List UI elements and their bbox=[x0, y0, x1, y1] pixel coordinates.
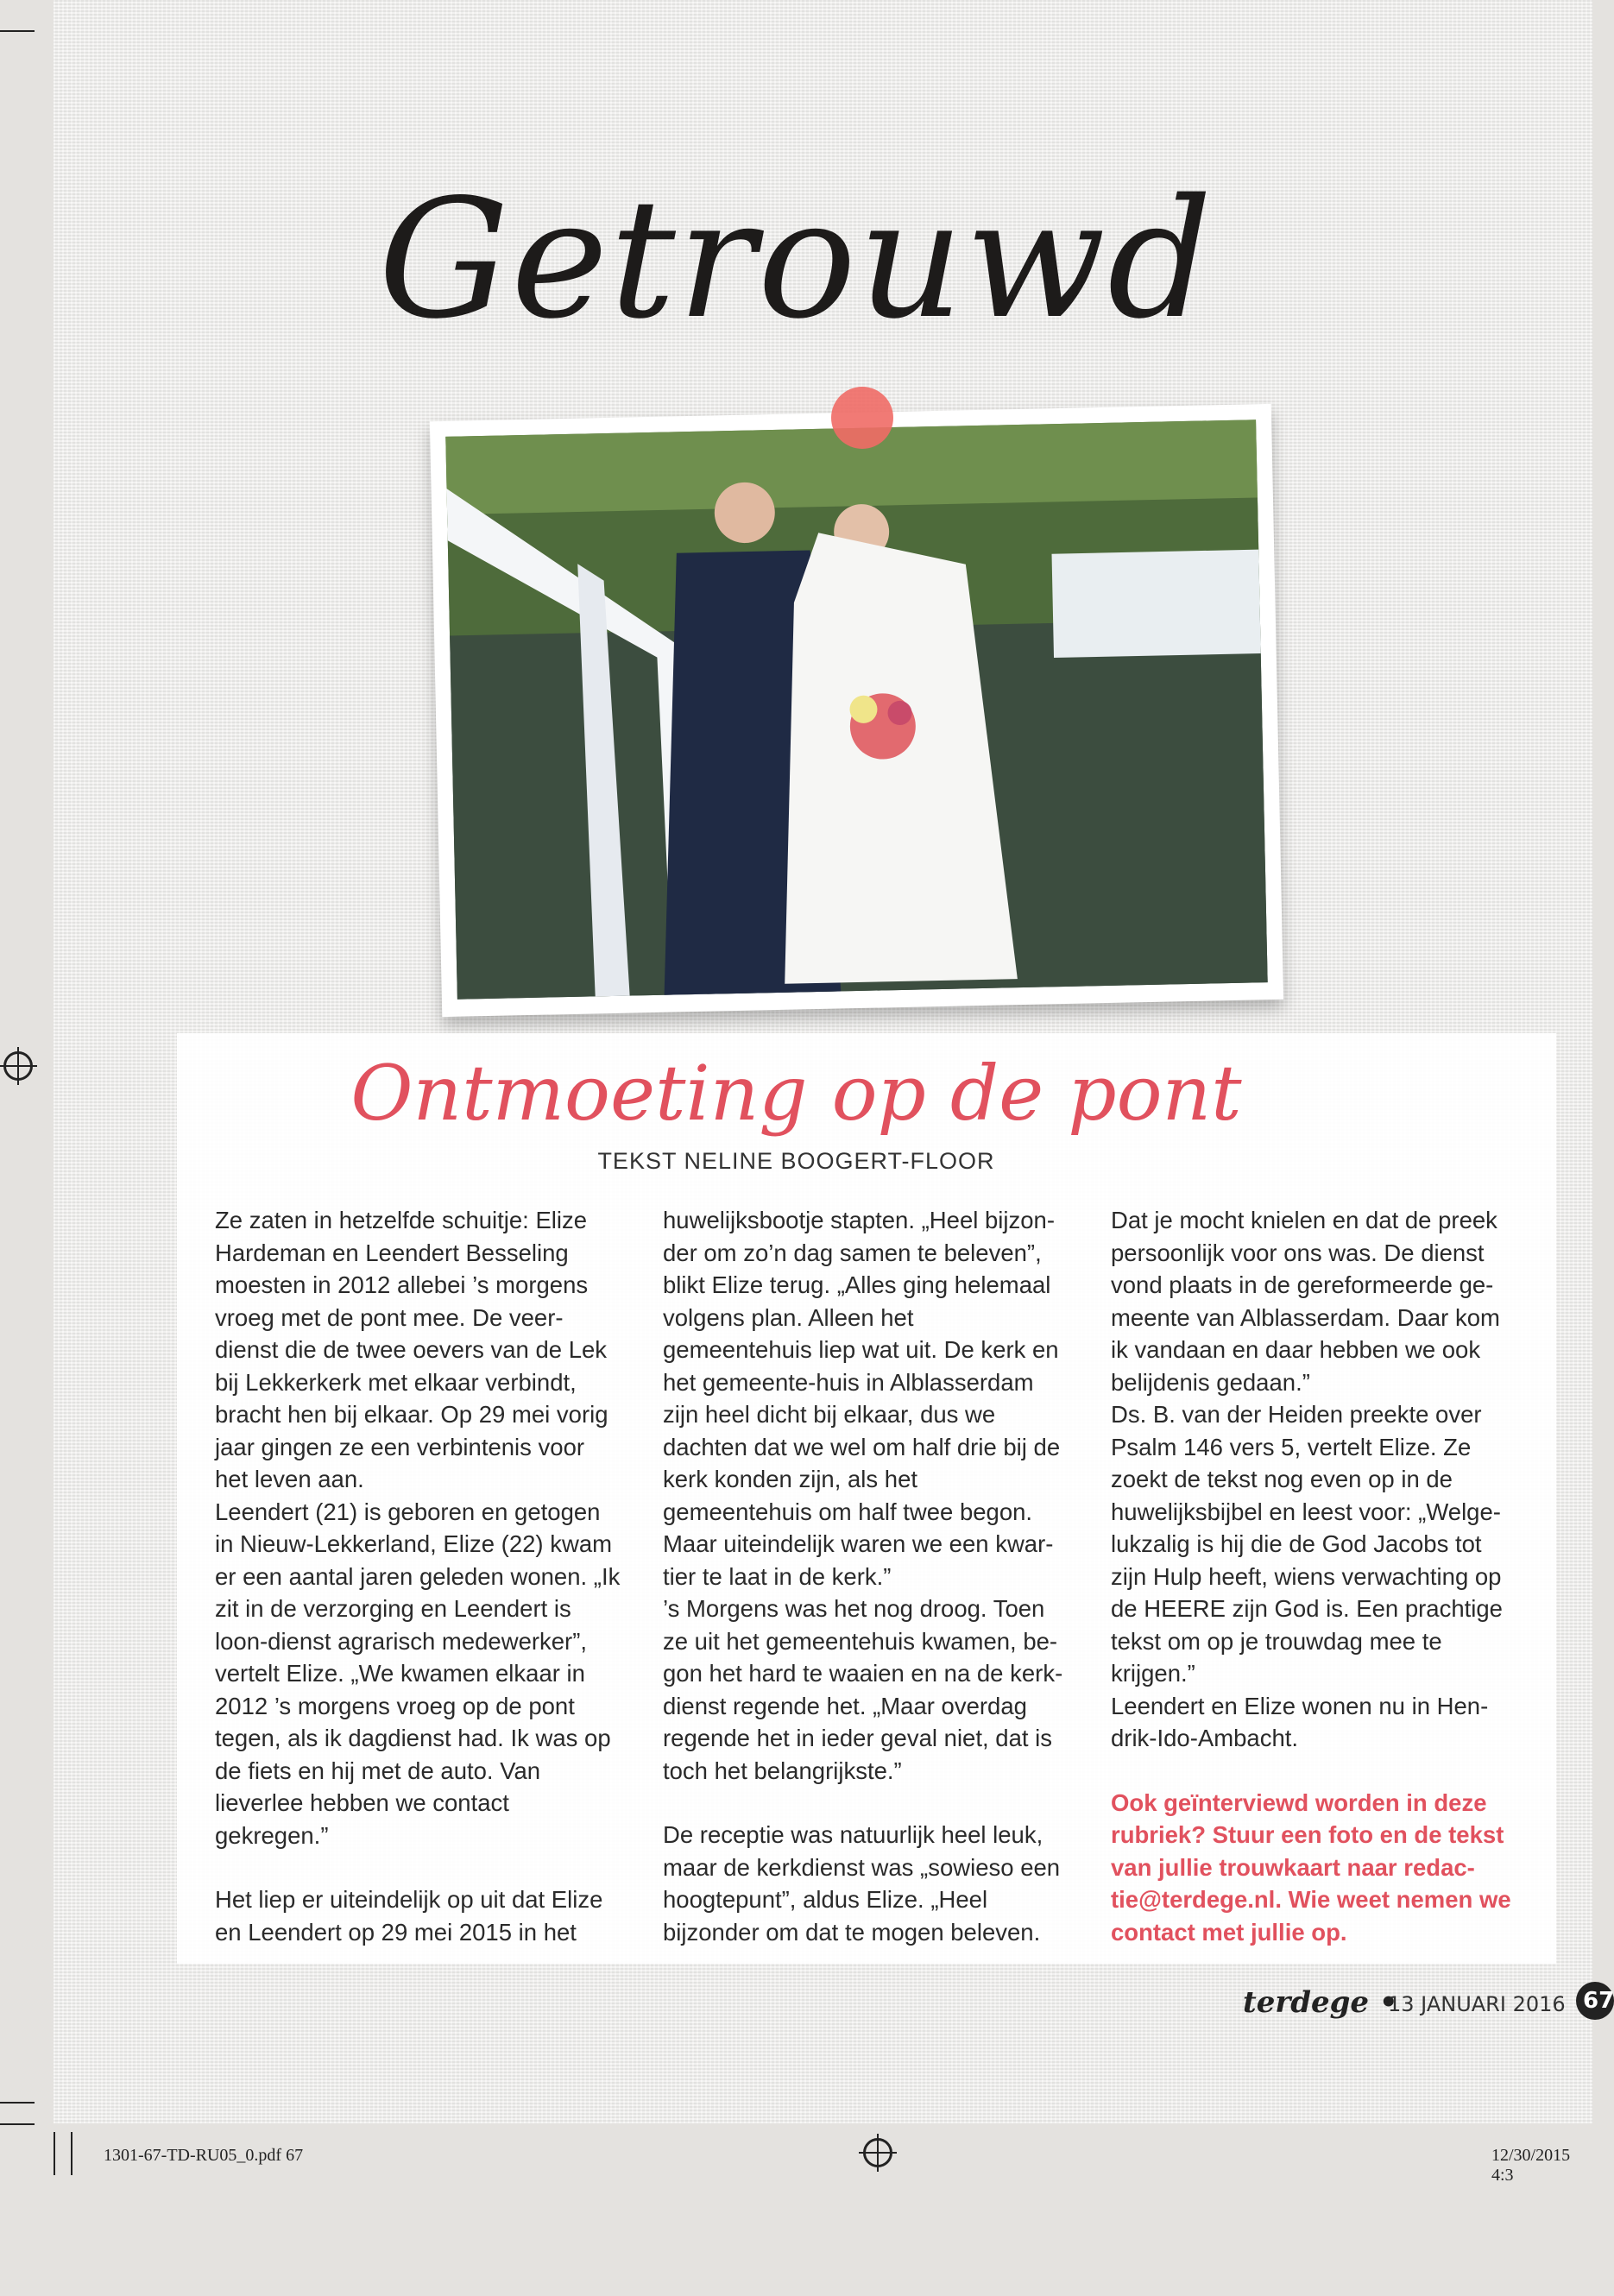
page-title: Getrouwd bbox=[378, 164, 1214, 355]
paragraph: huwelijksbootje stapten. „Heel bijzon-der om zo’n dag samen te beleven”, blikt Elize terug. „Alles ging helemaal volgens plan. Alleen het gemeentehuis liep wat uit. De kerk en het gemeente-huis in Alblasserdam zijn heel dicht bij elkaar, dus we dachten dat we wel om half drie bij de kerk konden zijn, als het gemeentehuis om half twee begon. Maar uiteindelijk waren we een kwar-tier te laat in de kerk.” bbox=[663, 1207, 1061, 1590]
paragraph: ’s Morgens was het nog droog. Toen ze uit het gemeentehuis kwamen, be-gon het hard te waaien en na de kerk-dienst regende het. „Maar overdag regende het in ieder geval niet, dat is toch het belangrijkste.” bbox=[663, 1595, 1063, 1784]
pin-dot bbox=[831, 387, 893, 449]
registration-mark-icon bbox=[863, 2138, 892, 2167]
paragraph: Leendert en Elize wonen nu in Hen-drik-Ido-Ambacht. bbox=[1111, 1692, 1489, 1751]
paragraph: Ze zaten in hetzelfde schuitje: Elize Hardeman en Leendert Besseling moesten in 2012 allebei ’s morgens vroeg met de pont mee. De veer-dienst die de twee oevers van de Lek bij Lekkerkerk met elkaar verbindt, bracht hen bij elkaar. Op 29 mei vorig jaar gingen ze een verbintenis voor het leven aan. bbox=[215, 1207, 608, 1492]
crop-mark bbox=[0, 2123, 35, 2125]
article-column-3 bbox=[1111, 1204, 1516, 1948]
wedding-photo-icon bbox=[445, 419, 1267, 1000]
paragraph: Leendert (21) is geboren en getogen in Nieuw-Lekkerland, Elize (22) kwam er een aantal jaren geleden wonen. „Ik zit in de verzorging en Leendert is loon-dienst agrarisch medewerker”, vertelt Elize. „We kwamen elkaar in 2012 ’s morgens vroeg op de pont tegen, als ik dagdienst had. Ik was op de fiets en hij met de auto. Van lieverlee hebben we contact gekregen.” bbox=[215, 1498, 621, 1849]
print-slug-right: 12/30/2015 4:3 bbox=[1491, 2146, 1571, 2185]
magazine-brand: terdege • bbox=[1243, 1985, 1398, 2020]
article-byline: TEKST NELINE BOOGERT-FLOOR bbox=[597, 1148, 995, 1174]
issue-date: 13 JANUARI 2016 bbox=[1388, 1992, 1566, 2016]
article-headline: Ontmoeting op de pont bbox=[350, 1049, 1242, 1138]
paragraph: De receptie was natuurlijk heel leuk, maar de kerkdienst was „sowieso een hoogtepunt”, aldus Elize. „Heel bijzonder om dat te mogen beleven. bbox=[663, 1821, 1061, 1946]
photo-frame bbox=[430, 404, 1283, 1017]
call-to-action: Ook geïnterviewd worden in deze rubriek? Stuur een foto en de tekst van jullie trouwkaart naar redac-tie@terdege.nl. Wie weet nemen we contact met jullie op. bbox=[1111, 1788, 1511, 1946]
paragraph: Ds. B. van der Heiden preekte over Psalm 146 vers 5, vertelt Elize. Ze zoekt de tekst nog even op in de huwelijksbijbel en leest voor: „Welge-lukzalig is hij die de God Jacobs tot zijn Hulp heeft, wiens verwachting op de HEERE zijn God is. Een prachtige tekst om op je trouwdag mee te krijgen.” bbox=[1111, 1401, 1503, 1687]
crop-mark bbox=[0, 30, 35, 32]
article-column-1 bbox=[215, 1204, 621, 1948]
crop-mark bbox=[71, 2132, 73, 2175]
paragraph: Dat je mocht knielen en dat de preek persoonlijk voor ons was. De dienst vond plaats in de gereformeerde ge-meente van Alblasserdam. Daar kom ik vandaan en daar hebben we ook belijdenis gedaan.” bbox=[1111, 1207, 1500, 1396]
registration-mark-icon bbox=[3, 1051, 33, 1081]
paragraph: Het liep er uiteindelijk op uit dat Elize en Leendert op 29 mei 2015 in het bbox=[215, 1886, 603, 1946]
article-column-2 bbox=[663, 1204, 1069, 1948]
wedding-photo bbox=[445, 419, 1267, 1000]
crop-mark bbox=[0, 2102, 35, 2104]
crop-mark bbox=[54, 2132, 55, 2175]
print-slug-left: 1301-67-TD-RU05_0.pdf 67 bbox=[104, 2146, 304, 2165]
page-number: 67 bbox=[1576, 1982, 1614, 2020]
